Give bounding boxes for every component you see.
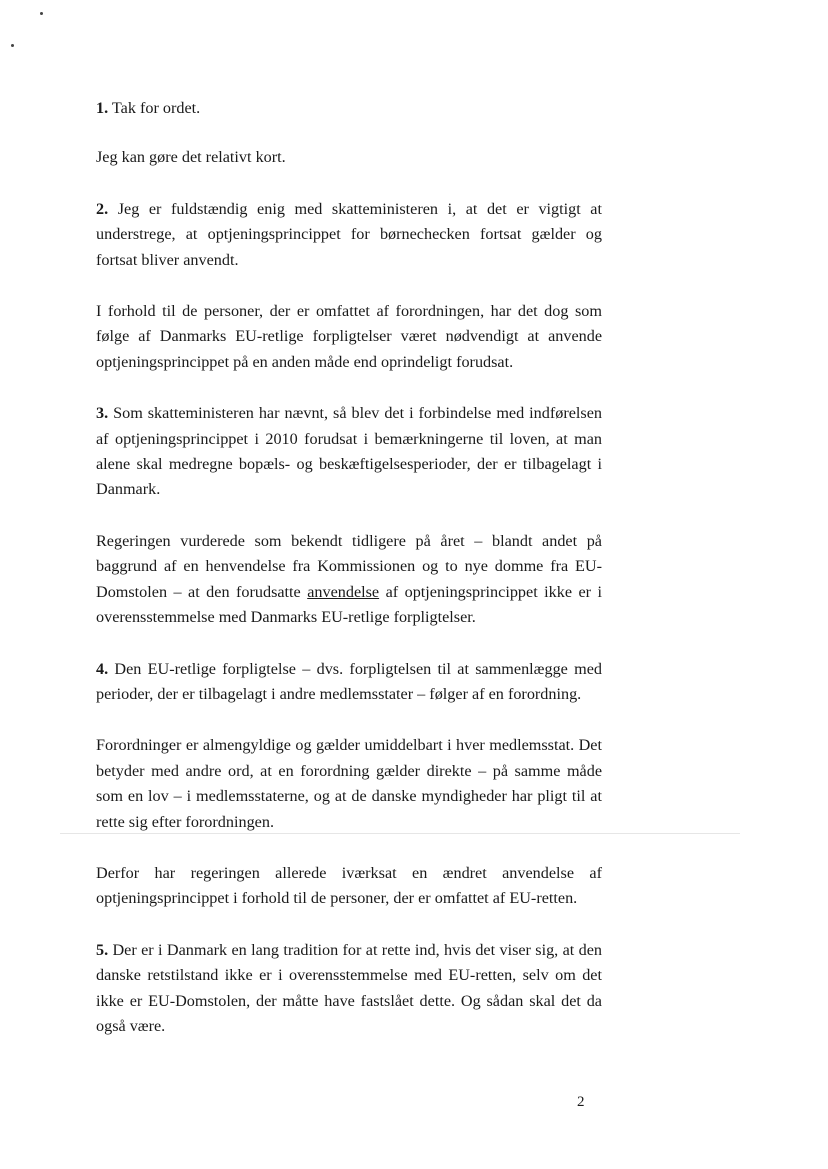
paragraph-text: Den EU-retlige forpligtelse – dvs. forpligtelsen til at sammenlægge med perioder, der er tilbagelagt i andre medlemsstater – følger af en forordning. bbox=[96, 659, 602, 703]
paragraph-text: Som skatteministeren har nævnt, så blev det i forbindelse med indførelsen af optjeningsprincippet i 2010 forudsat i bemærkningerne til loven, at man alene skal medregne bopæls- og beskæftigelsesperioder, der er tilbagelagt i Danmark. bbox=[96, 404, 602, 499]
paragraph-text: Der er i Danmark en lang tradition for at rette ind, hvis det viser sig, at den danske retstilstand ikke er i overensstemmelse med EU-retten, selv om det ikke er EU-Domstolen, der måtte have fastslået dette. Og sådan skal det da også være. bbox=[96, 940, 602, 1035]
paragraph-5 bbox=[96, 938, 602, 1040]
paragraph-text: af optjeningsprincippet ikke er i overensstemmelse med Danmarks EU-retlige forpligtelser. bbox=[96, 582, 602, 627]
paragraph-number: 2. bbox=[96, 199, 109, 218]
paragraph-number: 3. bbox=[96, 404, 109, 423]
paragraph-3b bbox=[96, 529, 602, 631]
paragraph-text: Derfor har regeringen allerede iværksat en ændret anvendelse af optjeningsprincippet i forhold til de personer, der er omfattet af EU-retten. bbox=[96, 863, 602, 908]
paragraph-text: Tak for ordet. bbox=[108, 99, 201, 117]
paragraph-text: Regeringen vurderede som bekendt tidligere på året – blandt andet på baggrund af en henvendelse fra Kommissionen og to nye domme fra EU-Domstolen – at den forudsatte bbox=[96, 531, 602, 601]
paragraph-text: Jeg er fuldstændig enig med skatteministeren i, at det er vigtigt at understrege, at optjeningsprincippet for børnechecken fortsat gælder og fortsat bliver anvendt. bbox=[96, 199, 602, 269]
scan-speck bbox=[11, 44, 14, 47]
paragraph-number: 5. bbox=[96, 940, 109, 959]
paragraph-2b bbox=[96, 299, 602, 375]
paragraph-3 bbox=[96, 401, 602, 503]
paragraph-4 bbox=[96, 657, 602, 708]
page-number: 2 bbox=[577, 1094, 585, 1110]
speech-text bbox=[96, 96, 602, 1065]
paragraph-4c bbox=[96, 861, 602, 912]
paragraph-number: 4. bbox=[96, 659, 109, 678]
scan-speck bbox=[40, 12, 43, 15]
underlined-word: anvendelse bbox=[307, 582, 380, 601]
paragraph-text: Jeg kan gøre det relativt kort. bbox=[96, 148, 286, 167]
paragraph-2 bbox=[96, 197, 602, 273]
paragraph-1b bbox=[96, 145, 602, 170]
paragraph-text: I forhold til de personer, der er omfattet af forordningen, har det dog som følge af Danmarks EU-retlige forpligtelser været nødvendigt at anvende optjeningsprincippet på en anden måde end oprindeligt forudsat. bbox=[96, 302, 602, 371]
paragraph-1 bbox=[96, 96, 602, 121]
paragraph-number: 1. bbox=[96, 99, 109, 117]
paragraph-text: Forordninger er almengyldige og gælder umiddelbart i hver medlemsstat. Det betyder med andre ord, at en forordning gælder direkte – på samme måde som en lov – i medlemsstaterne, og at de danske myndigheder har pligt til at rette sig efter forordningen. bbox=[96, 736, 602, 831]
paragraph-4b bbox=[96, 733, 602, 835]
